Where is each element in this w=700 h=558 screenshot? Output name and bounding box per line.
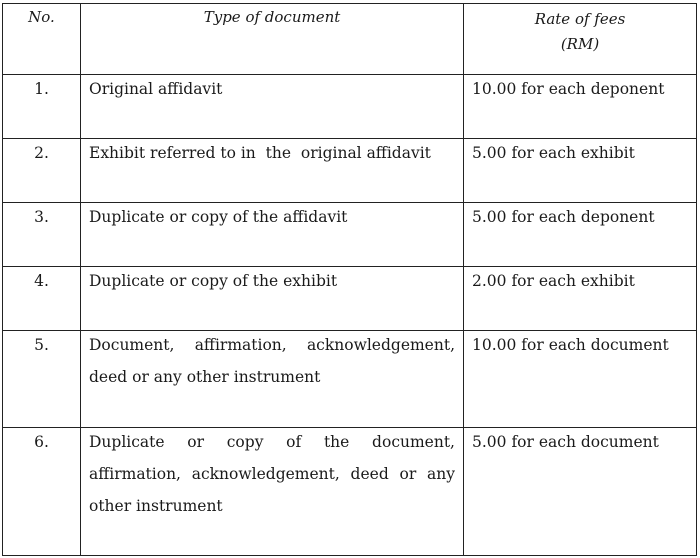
- row-document-type: Duplicate or copy of the document, affirmation, acknowledgement, deed or any other instrument: [81, 428, 464, 556]
- row-fee: 5.00 for each deponent: [464, 203, 697, 267]
- row-document-type: Original affidavit: [81, 75, 464, 139]
- row-document-type: Duplicate or copy of the exhibit: [81, 267, 464, 331]
- header-no: No.: [3, 4, 81, 75]
- table-row: [3, 331, 697, 428]
- row-document-type: Duplicate or copy of the affidavit: [81, 203, 464, 267]
- row-document-type: Exhibit referred to in the original affidavit: [81, 139, 464, 203]
- header-rate-of-fees-label: Rate of fees: [534, 10, 626, 28]
- header-type-of-document: Type of document: [81, 4, 464, 75]
- fees-table: [2, 3, 697, 556]
- row-number: 1.: [3, 75, 81, 139]
- table-row: [3, 267, 697, 331]
- table-row: [3, 139, 697, 203]
- table-row: [3, 203, 697, 267]
- row-document-type: Document, affirmation, acknowledgement, deed or any other instrument: [81, 331, 464, 428]
- row-number: 5.: [3, 331, 81, 428]
- row-fee: 10.00 for each document: [464, 331, 697, 428]
- row-fee: 5.00 for each exhibit: [464, 139, 697, 203]
- table-header-row: [3, 4, 697, 75]
- row-number: 3.: [3, 203, 81, 267]
- header-rate-of-fees: [464, 4, 697, 75]
- row-fee: 5.00 for each document: [464, 428, 697, 556]
- table-row: [3, 75, 697, 139]
- header-rate-of-fees-unit: (RM): [560, 35, 600, 53]
- row-number: 2.: [3, 139, 81, 203]
- row-fee: 10.00 for each deponent: [464, 75, 697, 139]
- table-row: [3, 428, 697, 556]
- row-number: 6.: [3, 428, 81, 556]
- row-fee: 2.00 for each exhibit: [464, 267, 697, 331]
- row-number: 4.: [3, 267, 81, 331]
